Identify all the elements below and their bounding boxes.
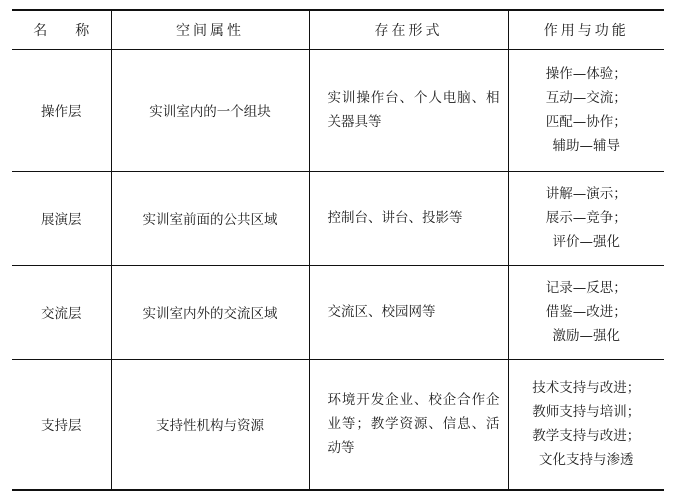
function-cell	[508, 171, 664, 265]
table-row	[12, 265, 664, 359]
existence-form-cell: 环境开发企业、校企合作企业等；教学资源、信息、活动等	[309, 359, 508, 490]
table-row	[12, 359, 664, 490]
header-row	[12, 10, 664, 49]
layer-name-cell: 交流层	[12, 265, 111, 359]
function-item: 教师支持与培训；	[532, 404, 641, 421]
layer-function-table	[12, 9, 664, 491]
space-attribute-cell: 实训室前面的公共区域	[111, 171, 309, 265]
table-row	[12, 171, 664, 265]
function-item: 教学支持与改进；	[532, 428, 641, 445]
function-item: 技术支持与改进；	[532, 380, 641, 397]
existence-form-cell: 控制台、讲台、投影等	[309, 171, 508, 265]
space-attribute-cell: 支持性机构与资源	[111, 359, 309, 490]
space-attribute-cell: 实训室内外的交流区域	[111, 265, 309, 359]
layer-name-cell: 操作层	[12, 49, 111, 171]
header-name: 名 称	[12, 10, 111, 49]
function-item: 操作—体验；	[545, 66, 627, 82]
function-item: 互动—交流；	[545, 90, 627, 106]
function-item: 借鉴—改进；	[545, 304, 627, 320]
function-item: 匹配—协作；	[545, 114, 627, 130]
function-item: 记录—反思；	[545, 280, 627, 296]
function-cell	[508, 265, 664, 359]
function-cell	[508, 359, 664, 490]
function-item: 展示—竞争；	[545, 210, 627, 226]
function-item: 评价—强化	[552, 234, 620, 250]
space-attribute-cell: 实训室内的一个组块	[111, 49, 309, 171]
header-role-function: 作用与功能	[508, 10, 664, 49]
header-space-attribute: 空间属性	[111, 10, 309, 49]
layer-name-cell: 支持层	[12, 359, 111, 490]
function-cell	[508, 49, 664, 171]
header-existence-form: 存在形式	[309, 10, 508, 49]
layer-name-cell: 展演层	[12, 171, 111, 265]
function-item: 讲解—演示；	[545, 186, 627, 202]
table-row	[12, 49, 664, 171]
existence-form-cell: 交流区、校园网等	[309, 265, 508, 359]
function-item: 辅助—辅导	[552, 138, 620, 154]
function-item: 文化支持与渗透	[539, 452, 634, 469]
existence-form-cell: 实训操作台、个人电脑、相关器具等	[309, 49, 508, 171]
function-item: 激励—强化	[552, 328, 620, 344]
